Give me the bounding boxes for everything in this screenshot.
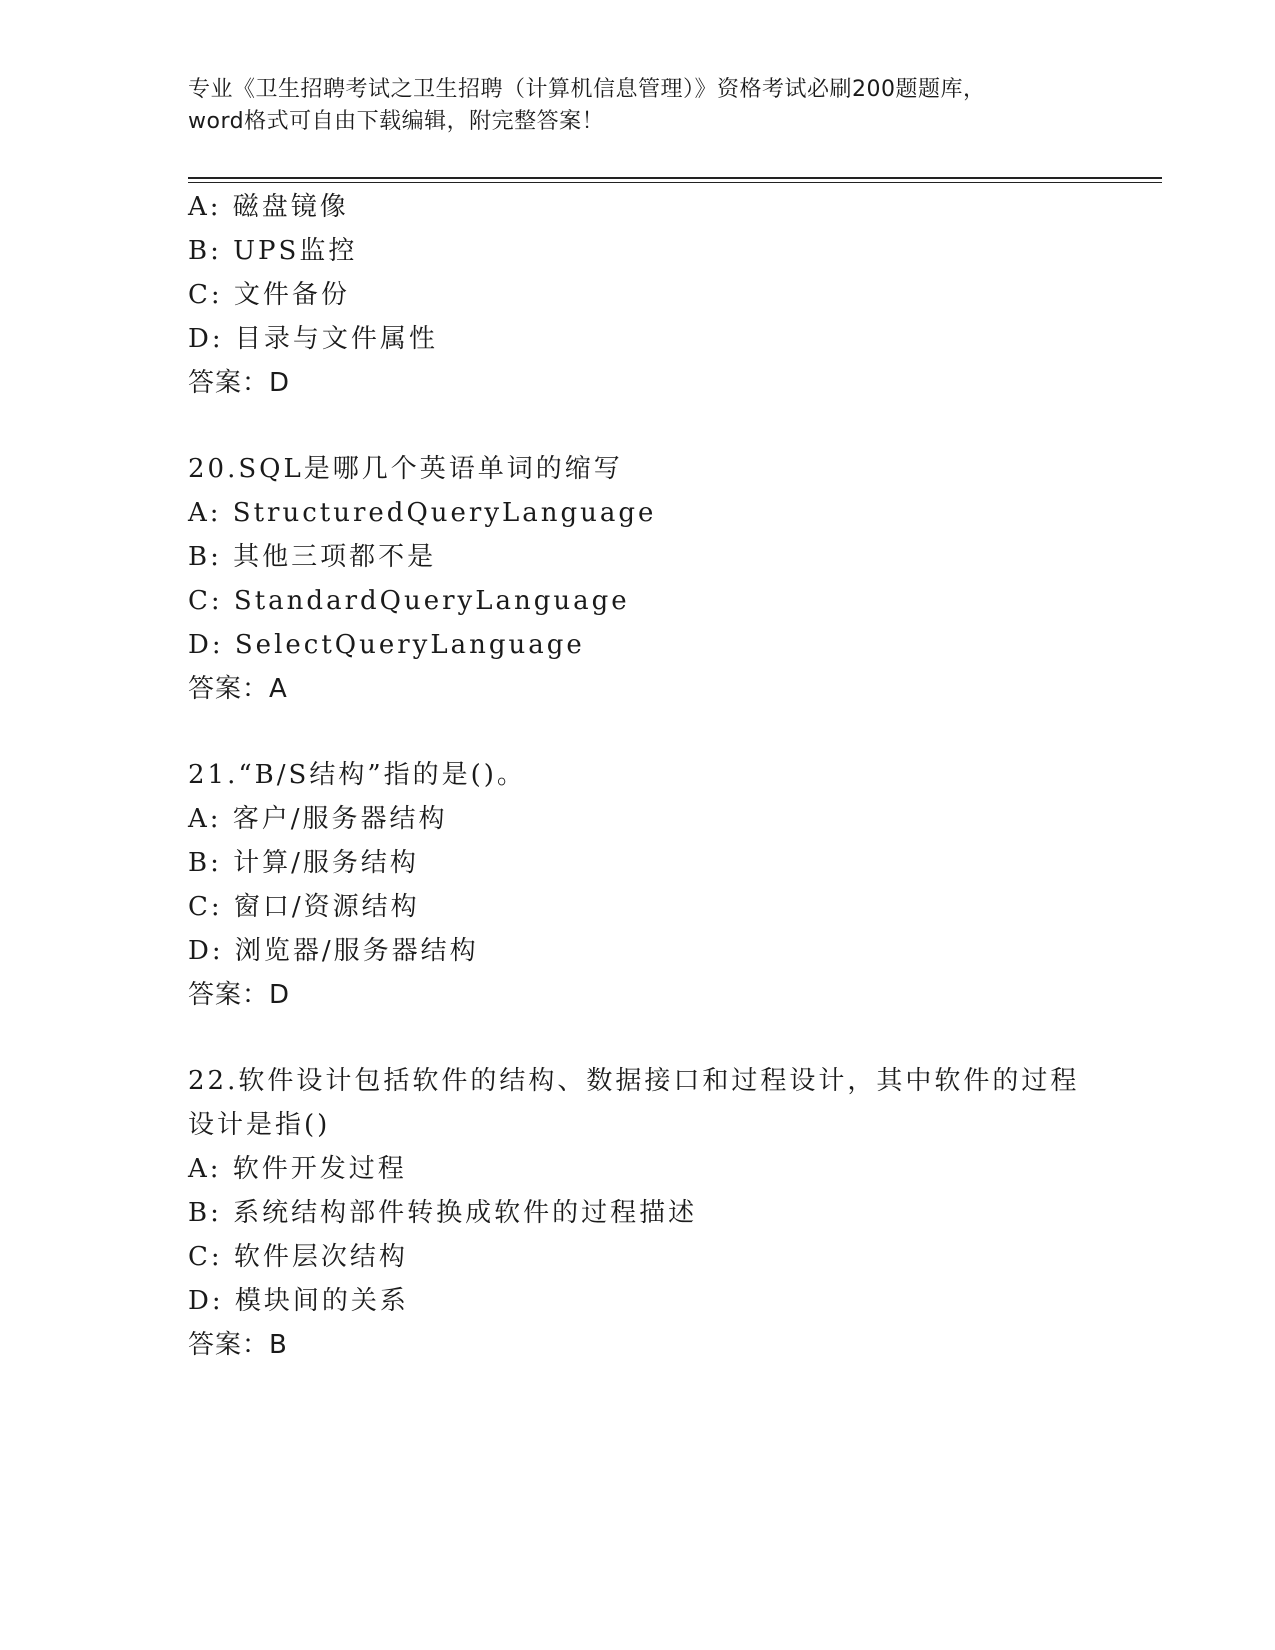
q19-option-b: B: UPS监控 (188, 236, 358, 266)
q22-option-d: D: 模块间的关系 (188, 1286, 409, 1316)
q20-option-b: B: 其他三项都不是 (188, 542, 437, 572)
q20-option-c: C: StandardQueryLanguage (188, 586, 630, 616)
header-line-2: word格式可自由下载编辑，附完整答案！ (188, 109, 605, 134)
q22-option-c: C: 软件层次结构 (188, 1242, 408, 1272)
q20-answer: 答案：A (188, 674, 288, 704)
q20-question: 20.SQL是哪几个英语单词的缩写 (188, 454, 623, 484)
header-divider-thick (188, 177, 1162, 179)
document-header (188, 74, 1088, 138)
q22-question-line-2: 设计是指() (188, 1110, 331, 1140)
header-line-1: 专业《卫生招聘考试之卫生招聘（计算机信息管理）》资格考试必刷200题题库， (188, 77, 986, 102)
q21-question: 21.“B/S结构”指的是()。 (188, 760, 526, 790)
q20-option-a: A: StructuredQueryLanguage (188, 498, 657, 528)
q19-option-c: C: 文件备份 (188, 280, 350, 310)
q21-option-d: D: 浏览器/服务器结构 (188, 936, 479, 966)
q22-option-b: B: 系统结构部件转换成软件的过程描述 (188, 1198, 698, 1228)
q22-option-a: A: 软件开发过程 (188, 1154, 407, 1184)
q19-answer: 答案：D (188, 368, 291, 398)
q21-option-c: C: 窗口/资源结构 (188, 892, 420, 922)
q22-answer: 答案：B (188, 1330, 288, 1360)
q21-answer: 答案：D (188, 980, 291, 1010)
q19-option-a: A: 磁盘镜像 (188, 192, 349, 222)
q22-question-line-1: 22.软件设计包括软件的结构、数据接口和过程设计，其中软件的过程 (188, 1066, 1080, 1096)
q21-option-a: A: 客户/服务器结构 (188, 804, 448, 834)
q20-option-d: D: SelectQueryLanguage (188, 630, 585, 660)
header-divider-thin (188, 182, 1162, 183)
q19-option-d: D: 目录与文件属性 (188, 324, 438, 354)
q21-option-b: B: 计算/服务结构 (188, 848, 419, 878)
